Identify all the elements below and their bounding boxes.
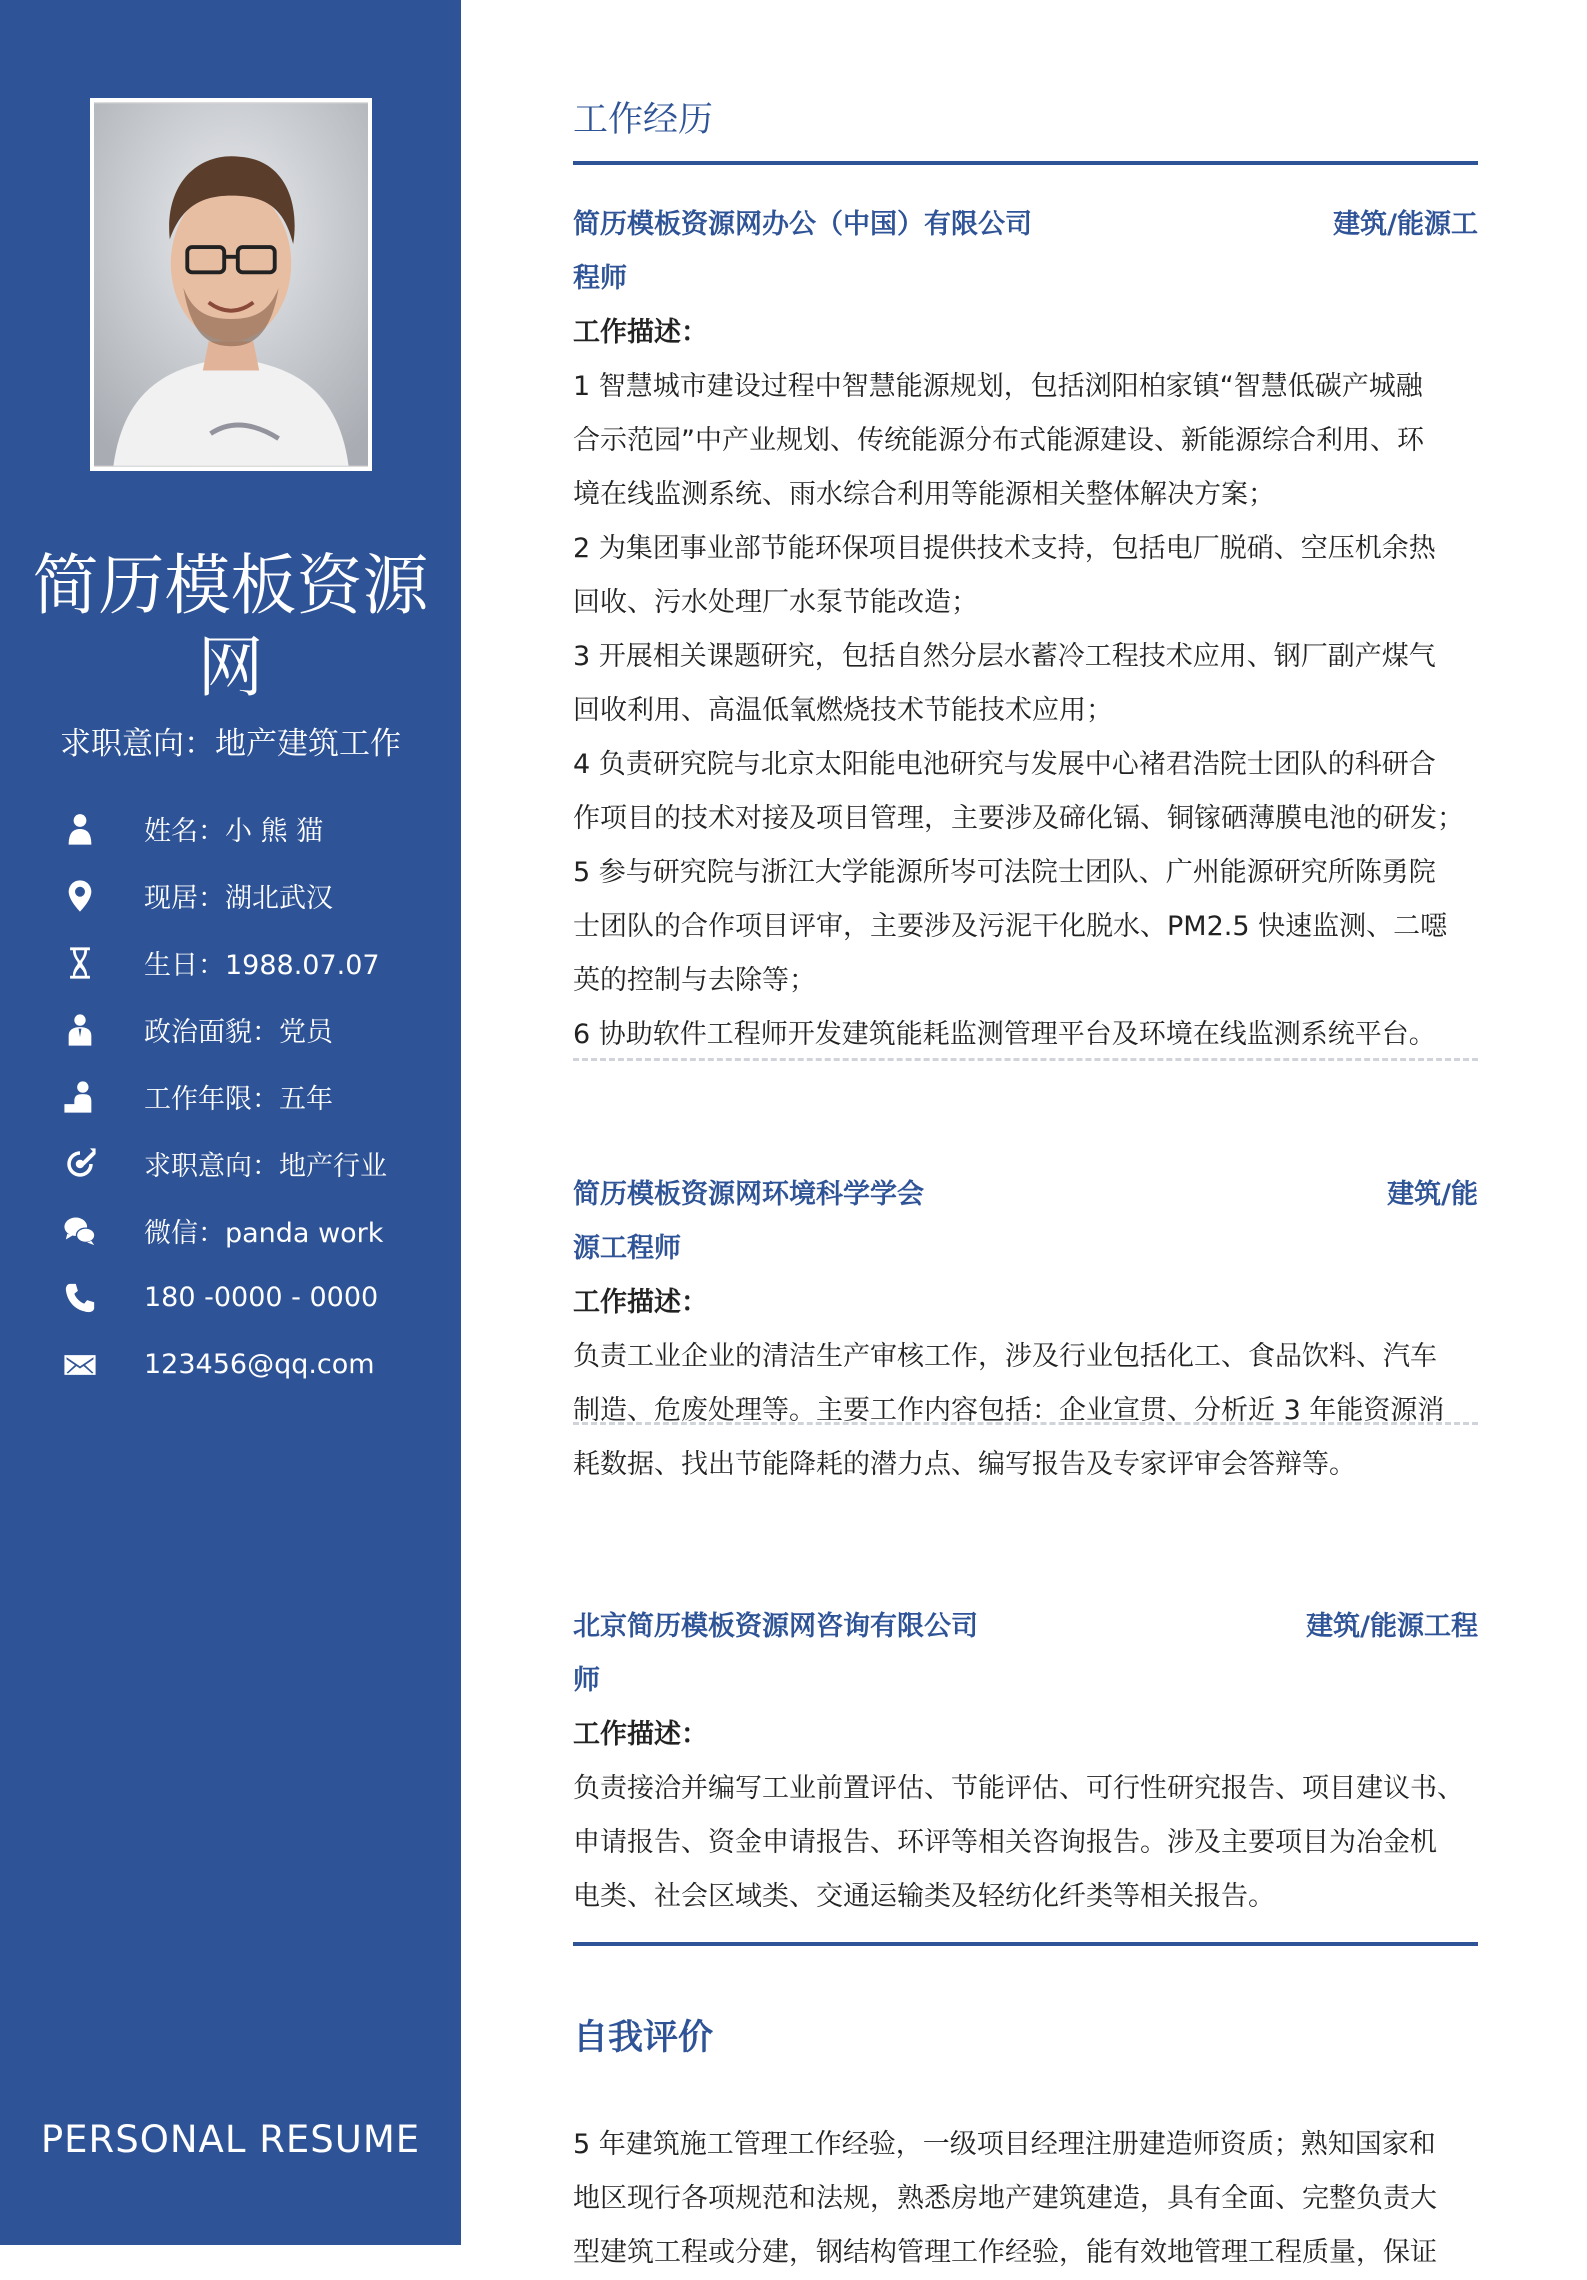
description-line: 英的控制与去除等；: [573, 965, 816, 996]
wechat-icon: [58, 1212, 102, 1250]
work-description-label: 工作描述：: [573, 317, 708, 348]
work-description-label: 工作描述：: [573, 1287, 708, 1318]
description-line: 1 智慧城市建设过程中智慧能源规划，包括浏阳柏家镇“智慧低碳产城融: [573, 371, 1423, 402]
phone-icon: [58, 1279, 102, 1317]
info-item-residence: [58, 862, 438, 929]
info-text: 求职意向：地产行业: [144, 1151, 387, 1182]
job-role-continued: 程师: [573, 263, 627, 294]
evaluation-line: 5 年建筑施工管理工作经验，一级项目经理注册建造师资质；熟知国家和: [573, 2129, 1436, 2160]
description-line: 士团队的合作项目评审，主要涉及污泥干化脱水、PM2.5 快速监测、二噁: [573, 911, 1448, 942]
evaluation-line: 地区现行各项规范和法规，熟悉房地产建筑建造，具有全面、完整负责大: [573, 2183, 1437, 2214]
description-line: 作项目的技术对接及项目管理，主要涉及碲化镉、铜镓硒薄膜电池的研发；: [573, 803, 1464, 834]
work-person-icon: [58, 1078, 102, 1116]
info-item-years: [58, 1063, 438, 1130]
politics-person-icon: [58, 1011, 102, 1049]
company-name: 北京简历模板资源网咨询有限公司: [573, 1611, 978, 1642]
description-line: 耗数据、找出节能降耗的潜力点、编写报告及专家评审会答辩等。: [573, 1449, 1356, 1480]
mail-icon: [58, 1346, 102, 1384]
sidebar: [0, 0, 461, 2245]
info-text: 姓名：小 熊 猫: [144, 816, 324, 847]
description-line: 申请报告、资金申请报告、环评等相关咨询报告。涉及主要项目为冶金机: [573, 1827, 1437, 1858]
info-item-email: [58, 1331, 438, 1398]
job-role-continued: 师: [573, 1665, 600, 1696]
company-name: 简历模板资源网环境科学学会: [573, 1179, 924, 1210]
work-description-label: 工作描述：: [573, 1719, 708, 1750]
description-line: 6 协助软件工程师开发建筑能耗监测管理平台及环境在线监测系统平台。: [573, 1019, 1436, 1050]
location-pin-icon: [58, 877, 102, 915]
info-item-name: [58, 795, 438, 862]
info-text: 123456@qq.com: [144, 1349, 375, 1380]
info-item-intent: [58, 1130, 438, 1197]
description-line: 合示范园”中产业规划、传统能源分布式能源建设、新能源综合利用、环: [573, 425, 1424, 456]
info-text: 工作年限：五年: [144, 1084, 333, 1115]
hourglass-icon: [58, 944, 102, 982]
section-divider: [573, 1942, 1478, 1946]
job-role: 建筑/能源工: [1333, 209, 1478, 240]
job-role-continued: 源工程师: [573, 1233, 681, 1264]
evaluation-line: 型建筑工程或分建，钢结构管理工作经验，能有效地管理工程质量，保证: [573, 2237, 1437, 2268]
job-entry-1: [573, 198, 1478, 1062]
self-evaluation-text: [573, 2118, 1478, 2280]
section-divider: [573, 161, 1478, 165]
job-entry-2: [573, 1168, 1478, 1492]
profile-photo: [90, 98, 372, 471]
description-line: 电类、社会区域类、交通运输类及轻纺化纤类等相关报告。: [573, 1881, 1275, 1912]
info-text: 生日：1988.07.07: [144, 950, 380, 981]
description-line: 5 参与研究院与浙江大学能源所岑可法院士团队、广州能源研究所陈勇院: [573, 857, 1436, 888]
description-line: 2 为集团事业部节能环保项目提供技术支持，包括电厂脱硝、空压机余热: [573, 533, 1436, 564]
target-icon: [58, 1145, 102, 1183]
company-name: 简历模板资源网办公（中国）有限公司: [573, 209, 1032, 240]
description-line: 回收利用、高温低氧燃烧技术节能技术应用；: [573, 695, 1113, 726]
personal-resume-label: PERSONAL RESUME: [40, 2118, 421, 2161]
info-text: 180 -0000 - 0000: [144, 1282, 379, 1313]
info-text: 政治面貌：党员: [144, 1017, 333, 1048]
work-experience-title: 工作经历: [573, 100, 714, 140]
info-text: 微信：panda work: [144, 1218, 384, 1249]
dashed-divider: [573, 1422, 1478, 1425]
job-role: 建筑/能源工程: [1306, 1611, 1478, 1642]
description-line: 制造、危废处理等。主要工作内容包括：企业宣贯、分析近 3 年能资源消: [573, 1395, 1445, 1426]
info-item-wechat: [58, 1197, 438, 1264]
self-evaluation-title: 自我评价: [573, 2018, 714, 2058]
info-text: 现居：湖北武汉: [144, 883, 333, 914]
job-entry-3: [573, 1600, 1478, 1924]
description-line: 回收、污水处理厂水泵节能改造；: [573, 587, 978, 618]
description-line: 境在线监测系统、雨水综合利用等能源相关整体解决方案；: [573, 479, 1275, 510]
dashed-divider: [573, 1058, 1478, 1061]
job-role: 建筑/能: [1387, 1179, 1478, 1210]
description-line: 负责接洽并编写工业前置评估、节能评估、可行性研究报告、项目建议书、: [573, 1773, 1464, 1804]
description-line: 4 负责研究院与北京太阳能电池研究与发展中心褚君浩院士团队的科研合: [573, 749, 1436, 780]
person-icon: [58, 810, 102, 848]
info-item-birthday: [58, 929, 438, 996]
description-line: 3 开展相关课题研究，包括自然分层水蓄冷工程技术应用、钢厂副产煤气: [573, 641, 1436, 672]
description-line: 负责工业企业的清洁生产审核工作，涉及行业包括化工、食品饮料、汽车: [573, 1341, 1437, 1372]
info-item-politics: [58, 996, 438, 1063]
candidate-name: 简历模板资源网: [32, 547, 429, 706]
job-intent: 求职意向：地产建筑工作: [60, 726, 401, 762]
info-item-phone: [58, 1264, 438, 1331]
personal-info-list: [58, 795, 438, 1398]
